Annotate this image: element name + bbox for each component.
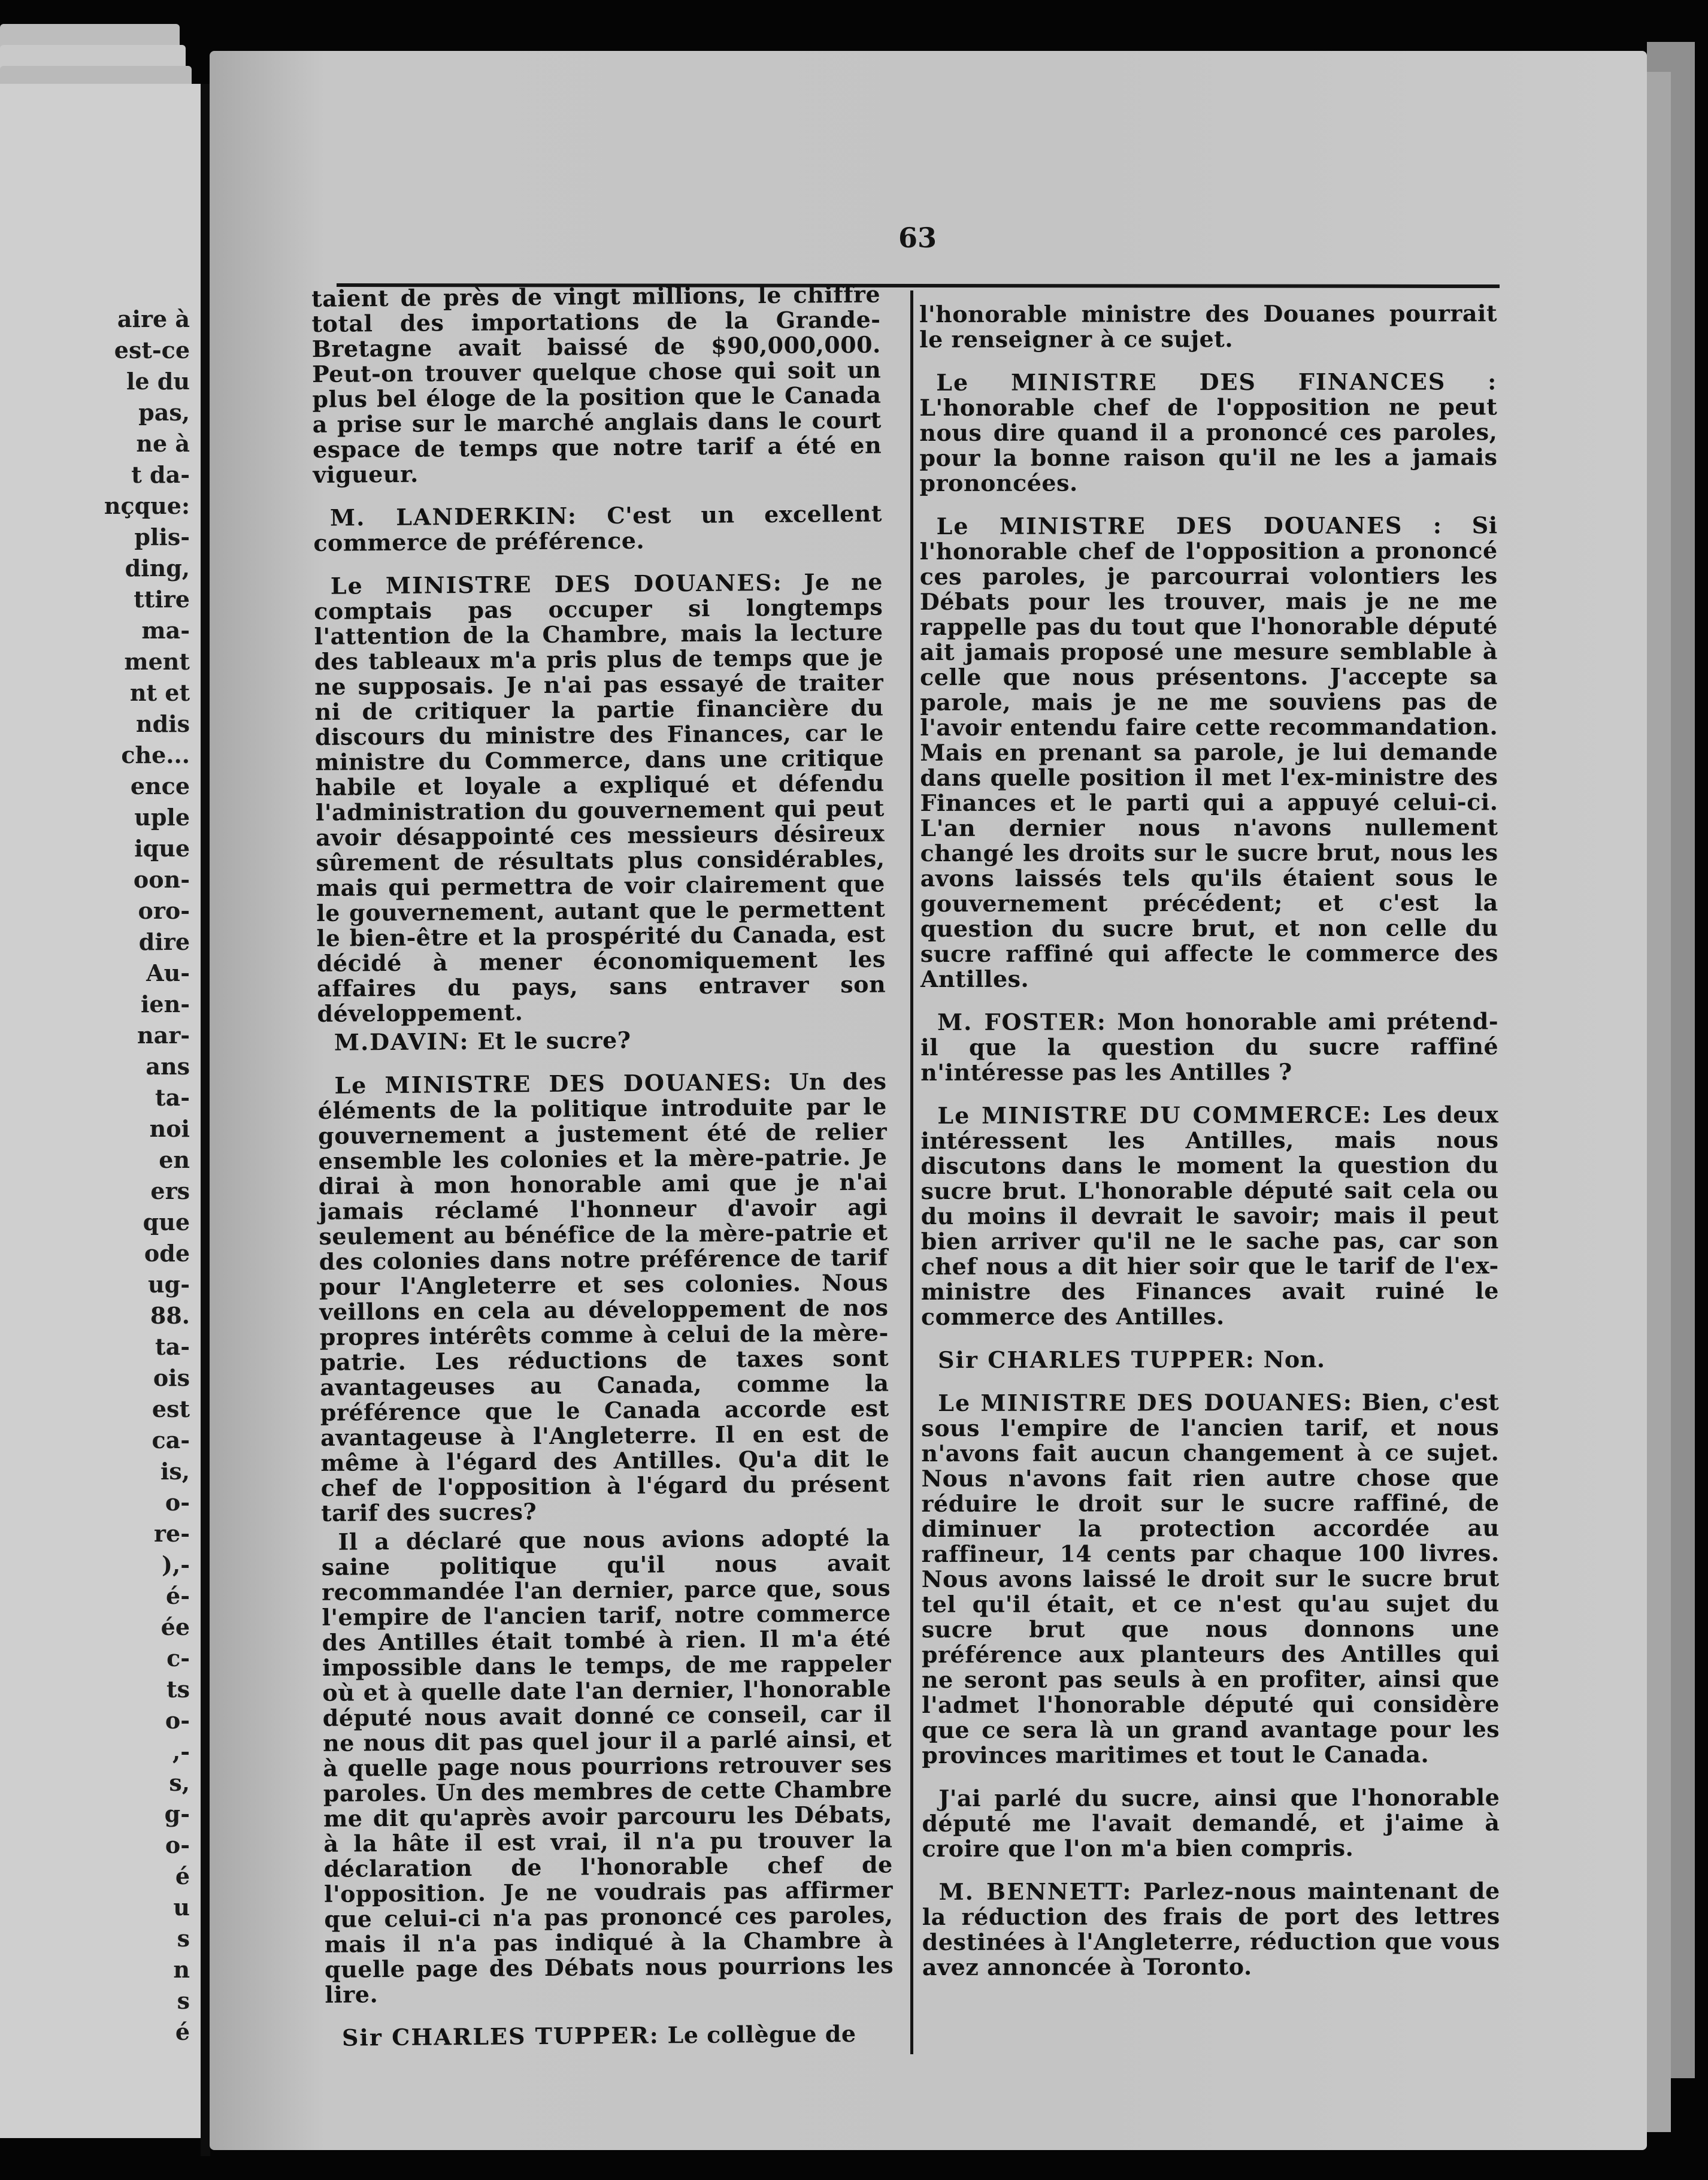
paragraph	[321, 1525, 894, 2007]
speaker-name: Le MINISTRE DU COMMERCE:	[937, 1101, 1372, 1129]
left-page-fragment: ),-	[162, 1551, 190, 1578]
left-page-fragment: n	[173, 1956, 190, 1983]
left-page-fragment: ien-	[140, 991, 190, 1018]
paragraph-text: Un des éléments de la politique introduite par le gouvernement a justement été de relier ensemble les colonies et la mère-patrie. Je dirai à mon honorable ami que je n'ai jamais réclamé l'honneur d'avoir agi seulement au bénéfice de la mère-patrie et des colonies dans notre préférence de tarif pour l'Angleterre et ses colonies. Nous veillons en cela au développement de nos propres intérêts comme à celui de la mère-patrie. Les réductions de taxes sont avantageuses au Canada, comme la préférence que le Canada accorde est avantageuse à l'Angleterre. Il en est de même à l'égard des Antilles. Qu'a dit le chef de l'opposition à l'égard du présent tarif des sucres?	[317, 1067, 890, 1527]
paragraph-text: Si l'honorable chef de l'opposition a prononcé ces paroles, je parcourrai volontiers les Débats pour les trouver, mais je ne me rappelle pas du tout que l'honorable député ait jamais proposé une mesure semblable à celle que nous présentons. J'accepte sa parole, mais je ne me souviens pas de l'avoir entendu faire cette recommandation. Mais en prenant sa parole, je lui demande dans quelle position il met l'ex-ministre des Finances et le parti qui a appuyé celui-ci. L'an dernier nous n'avons nullement changé les droits sur le sucre brut, nous les avons laissés tels qu'ils étaient sous le gouvernement précédent; et c'est la question du sucre brut, et non celle du sucre raffiné qui affecte le commerce des Antilles.	[919, 511, 1498, 992]
paragraph	[920, 513, 1498, 992]
left-page-fragment: pas,	[138, 399, 190, 426]
paragraph	[922, 1785, 1500, 1861]
left-page-fragment: ttire	[134, 586, 190, 613]
paragraph	[313, 501, 883, 556]
left-page-fragment: é	[175, 1863, 190, 1890]
paragraph-text: Il a déclaré que nous avions adopté la saine politique qu'il nous avait recommandée l'an dernier, parce que, sous l'empire de l'ancien tarif, notre commerce des Antilles était tombé à rien. Il m'a été impossible dans le temps, de me rappeler où et à quelle date l'an dernier, l'honorable député nous avait donné ce conseil, car il ne nous dit pas quel jour il a parlé ainsi, et à quelle page nous pourrions retrouver ses paroles. Un des membres de cette Chambre me dit qu'après avoir parcouru les Débats, à la hâte il est vrai, il n'a pu trouver la déclaration de l'honorable chef de l'opposition. Je ne voudrais pas affirmer que celui-ci n'a pas prononcé ces paroles, mais il n'a pas indiqué à la Chambre à quelle page des Débats nous pourrions les lire.	[321, 1524, 894, 2008]
speaker-name: Le MINISTRE DES DOUANES:	[334, 1068, 773, 1099]
paragraph-text: Les deux intéressent les Antilles, mais nous discutons dans le moment la question du sucre brut. L'honorable député sait cela ou du moins il devrait le savoir; mais il peut bien arriver qu'il ne le sache pas, car son chef nous a dit hier soir que le tarif de l'ex-ministre des Finances avait ruiné le commerce des Antilles.	[920, 1101, 1499, 1330]
left-page-fragment: noi	[149, 1115, 190, 1142]
paragraph	[921, 1346, 1499, 1373]
left-page-fragment: ndis	[135, 710, 190, 737]
left-page-fragment: Au-	[146, 959, 190, 986]
left-page-fragment: ois	[153, 1364, 190, 1391]
speaker-name: M.DAVIN:	[334, 1027, 470, 1056]
paragraph	[317, 1068, 890, 1525]
left-page-fragment: ding,	[125, 555, 190, 582]
speaker-name: Le MINISTRE DES FINANCES :	[936, 368, 1498, 396]
paragraph	[919, 369, 1497, 496]
left-page-fragment: ée	[160, 1613, 190, 1640]
left-page-fragment: s	[177, 1987, 190, 2014]
left-page-fragment: oro-	[138, 897, 190, 924]
paragraph-text: Parlez-nous maintenant de la réduction des frais de port des lettres destinées à l'Angleterre, réduction que vous avez annoncée à Toronto.	[922, 1877, 1500, 1981]
left-page-fragment: u	[173, 1894, 190, 1921]
speaker-name: M. LANDERKIN:	[329, 502, 578, 531]
left-page-fragment: le du	[126, 368, 190, 395]
left-page-fragment: ment	[124, 648, 190, 675]
paragraph-text: Je ne comptais pas occuper si longtemps l'attention de la Chambre, mais la lecture des tableaux m'a pris plus de temps que je ne supposais. Je n'ai pas essayé de traiter ni de critiquer la partie financière du discours du ministre des Finances, car le ministre du Commerce, dans une critique habile et loyale a expliqué et défendu l'administration du gouvernement qui peut avoir désappointé ces messieurs désireux sûrement de résultats plus considérables, mais qui permettra de voir clairement que le gouvernement, autant que le permettent le bien-être et la prospérité du Canada, est décidé à mener économiquement les affaires du pays, sans entraver son développement.	[314, 568, 886, 1027]
page-number: 63	[898, 222, 937, 254]
left-page-fragment: ans	[146, 1053, 190, 1080]
left-page-fragment: g-	[164, 1800, 190, 1827]
left-text-column	[311, 282, 894, 2051]
left-page-fragment: o-	[165, 1707, 190, 1734]
left-facing-page	[0, 84, 201, 2138]
left-page-fragment: ma-	[141, 617, 190, 644]
paragraph	[311, 282, 882, 488]
left-page-fragment: is,	[160, 1458, 190, 1485]
left-page-fragment: ique	[134, 835, 190, 862]
left-page-fragment: est	[152, 1395, 190, 1422]
paragraph-text: taient de près de vingt millions, le chiffre total des importations de la Grande-Bretagne avait baissé de $90,000,000. Peut-on trouver quelque chose qui soit un plus bel éloge de la position que le Canada a prise sur le marché anglais dans le court espace de temps que notre tarif a été en vigueur.	[311, 280, 882, 488]
left-page-fragment: est-ce	[114, 337, 190, 364]
speaker-name: Le MINISTRE DES DOUANES:	[938, 1388, 1353, 1416]
column-divider	[910, 290, 913, 2054]
left-page-fragment: ug-	[148, 1271, 190, 1298]
left-page-fragment: ts	[166, 1676, 190, 1703]
speaker-name: Le MINISTRE DES DOUANES :	[936, 511, 1443, 540]
left-page-fragment: nt et	[129, 679, 190, 706]
left-page-fragment: ne à	[136, 430, 190, 457]
left-page-fragment: oon-	[133, 866, 190, 893]
book-spine	[201, 84, 210, 2156]
left-page-fragment: o-	[165, 1489, 190, 1516]
left-page-fragment: re-	[154, 1520, 190, 1547]
paragraph-text: Non.	[1263, 1345, 1325, 1373]
left-page-fragment: s,	[169, 1769, 190, 1796]
left-page-fragment: en	[159, 1146, 190, 1173]
left-page-fragment: ca-	[152, 1427, 190, 1454]
left-page-fragment: uple	[134, 804, 190, 831]
left-page-fragment: ence	[130, 773, 190, 800]
left-page-fragment: ,-	[172, 1738, 190, 1765]
paragraph	[919, 301, 1497, 352]
paragraph	[317, 1026, 886, 1055]
paragraph-text: l'honorable ministre des Douanes pourrait le renseigner à ce sujet.	[919, 299, 1498, 353]
left-page-fragment: que	[143, 1209, 190, 1236]
speaker-name: Le MINISTRE DES DOUANES:	[330, 568, 783, 600]
paragraph-text: Mon honorable ami prétend-il que la question du sucre raffiné n'intéresse pas les Antilles ?	[920, 1007, 1499, 1086]
left-page-fragment: ode	[144, 1240, 190, 1267]
paragraph	[920, 1102, 1499, 1330]
left-page-fragment: dire	[138, 928, 190, 955]
left-page-fragment: ta-	[155, 1333, 190, 1360]
left-page-fragment: che...	[121, 741, 190, 768]
speaker-name: Sir CHARLES TUPPER:	[938, 1346, 1255, 1373]
speaker-name: M. BENNETT:	[938, 1878, 1132, 1905]
left-page-fragment: plis-	[134, 523, 190, 550]
left-page-fragment: c-	[166, 1645, 190, 1672]
paragraph-text: Le collègue de	[667, 2019, 856, 2049]
paragraph-text: Bien, c'est sous l'empire de l'ancien tarif, et nous n'avons fait aucun changement à ce sujet. Nous n'avons fait rien autre chose que réduire le droit sur le sucre raffiné, de diminuer la protection accordée au raffineur, 14 cents par chaque 100 livres. Nous avons laissé le droit sur le sucre brut tel qu'il était, et ce n'est qu'au sujet du sucre brut que nous donnons une préférence aux planteurs des Antilles qui ne seront pas seuls à en profiter, ainsi que l'admet l'honorable député qui considère que ce sera là un grand avantage pour les provinces maritimes et tout le Canada.	[921, 1388, 1500, 1769]
left-page-fragment: aire à	[117, 305, 190, 332]
left-page-fragment: é-	[166, 1582, 190, 1609]
left-page-fragment: nar-	[137, 1022, 190, 1049]
paragraph	[920, 1009, 1498, 1085]
paragraph	[314, 570, 886, 1027]
left-page-fragment: nçque:	[104, 492, 190, 519]
paragraph-text: C'est un excellent commerce de préférence.	[313, 499, 883, 556]
left-page-fragment: ta-	[155, 1084, 190, 1111]
left-page-fragment: o-	[165, 1831, 190, 1858]
left-page-fragment: t da-	[131, 461, 190, 488]
speaker-name: M. FOSTER:	[937, 1008, 1107, 1036]
left-page-fragment: s	[177, 1925, 190, 1952]
speaker-name: Sir CHARLES TUPPER:	[341, 2021, 659, 2051]
paragraph-text: L'honorable chef de l'opposition ne peut nous dire quand il a prononcé ces paroles, pour la bonne raison qu'il ne les a jamais prononcées.	[919, 393, 1498, 496]
right-text-column	[919, 301, 1500, 1980]
left-page-fragment: 88.	[150, 1302, 190, 1329]
paragraph	[921, 1389, 1500, 1768]
left-page-fragment: ers	[150, 1177, 190, 1204]
paragraph-text: Et le sucre?	[477, 1026, 631, 1055]
paragraph	[922, 1878, 1500, 1980]
left-page-fragment: é	[175, 2018, 190, 2045]
paragraph-text: J'ai parlé du sucre, ainsi que l'honorable député me l'avait demandé, et j'aime à croire que l'on m'a bien compris.	[922, 1784, 1500, 1862]
paragraph	[325, 2021, 894, 2050]
